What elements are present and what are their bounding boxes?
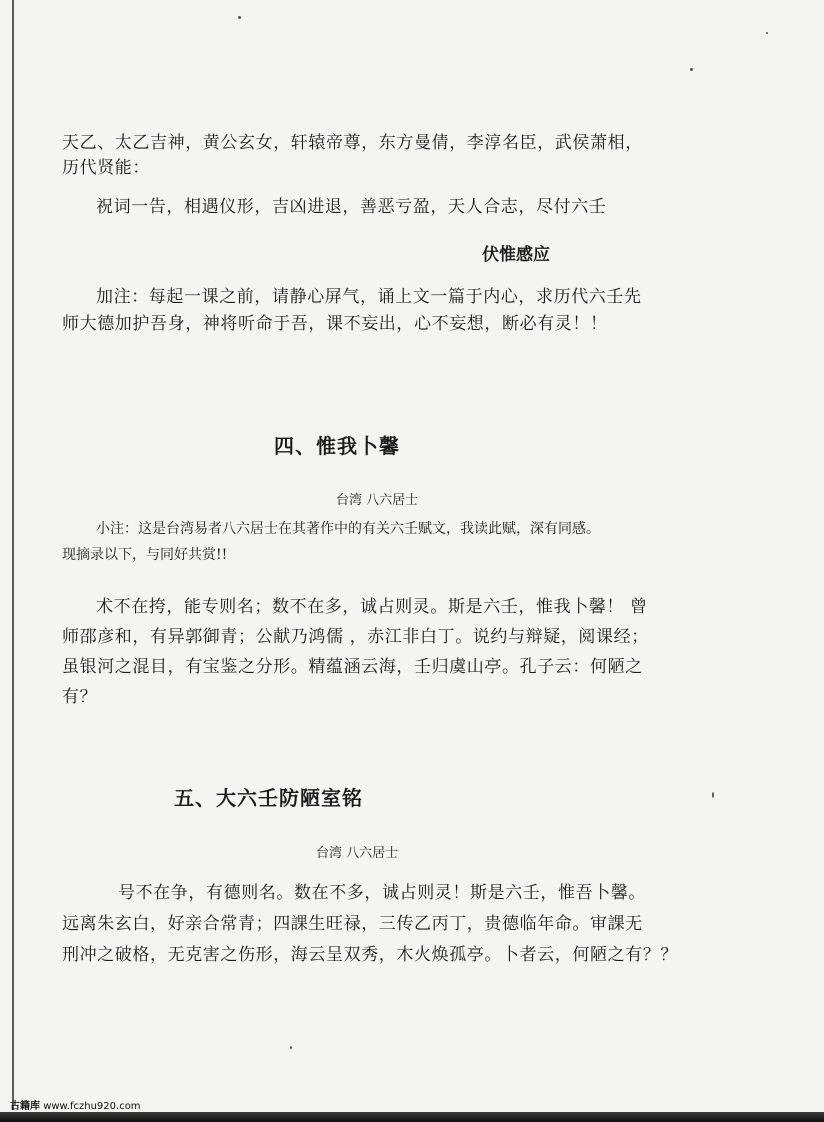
addendum-line-1: 加注：每起一课之前，请静心屏气，诵上文一篇于内心，求历代六壬先 [96,287,642,307]
section-5-body-line-3: 刑冲之破格，无克害之伤形，海云呈双秀，木火焕孤亭。卜者云，何陋之有？？ [62,945,678,965]
section-4-note-line-2: 现摘录以下，与同好共赏!! [62,547,228,563]
section-4-note-line-1: 小注：这是台湾易者八六居士在其著作中的有关六壬赋文，我读此赋，深有同感。 [96,521,600,537]
section-4-title: 四、惟我卜馨 [274,434,400,458]
scan-left-edge [12,0,14,1110]
section-4-byline: 台湾 八六居士 [336,493,419,508]
section-4-body-line-3: 虽银河之混目，有宝鉴之分形。精蕴涵云海，壬归虞山亭。孔子云：何陋之 [62,657,643,677]
section-4-body-line-4: 有？ [62,687,98,707]
invocation-line: 祝词一告，相遇仪形，吉凶进退，善恶亏盈，天人合志，尽付六壬 [96,197,607,217]
footer-watermark [10,1097,141,1112]
closing-line: 伏惟感应 [482,245,550,265]
scan-speck [690,68,693,71]
section-5-body-line-1: 号不在争，有德则名。数在不多，诚占则灵！斯是六壬，惟吾卜馨。 [118,883,646,903]
scan-speck [766,32,768,34]
section-5-title: 五、大六壬防陋室铭 [174,786,363,810]
footer-url: www.fczhu920.com [43,1101,141,1112]
prayer-line-2: 历代贤能： [62,158,150,178]
scan-speck [712,792,714,798]
footer-brand: 古籍库 [10,1101,40,1112]
section-4-body-line-2: 师邵彦和，有异郭御青；公献乃鸿儒 ，赤江非白丁。说约与辩疑，阅课经； [62,627,649,647]
scan-speck [290,1046,292,1049]
section-5-byline: 台湾 八六居士 [316,846,399,861]
section-5-body-line-2: 远离朱玄白，好亲合常青；四課生旺禄，三传乙丙丁，贵德临年命。审課无 [62,914,643,934]
scan-speck [238,16,241,19]
section-4-body-line-1: 术不在挎，能专则名；数不在多，诚占则灵。斯是六壬，惟我卜馨！ 曾 [96,597,648,617]
prayer-line-1: 天乙、太乙吉神，黄公玄女，轩辕帝尊，东方曼倩，李淳名臣，武侯萧相， [62,133,643,153]
addendum-line-2: 师大德加护吾身，神将听命于吾，课不妄出，心不妄想，断必有灵！！ [62,314,608,334]
scan-bottom-edge [0,1112,824,1122]
